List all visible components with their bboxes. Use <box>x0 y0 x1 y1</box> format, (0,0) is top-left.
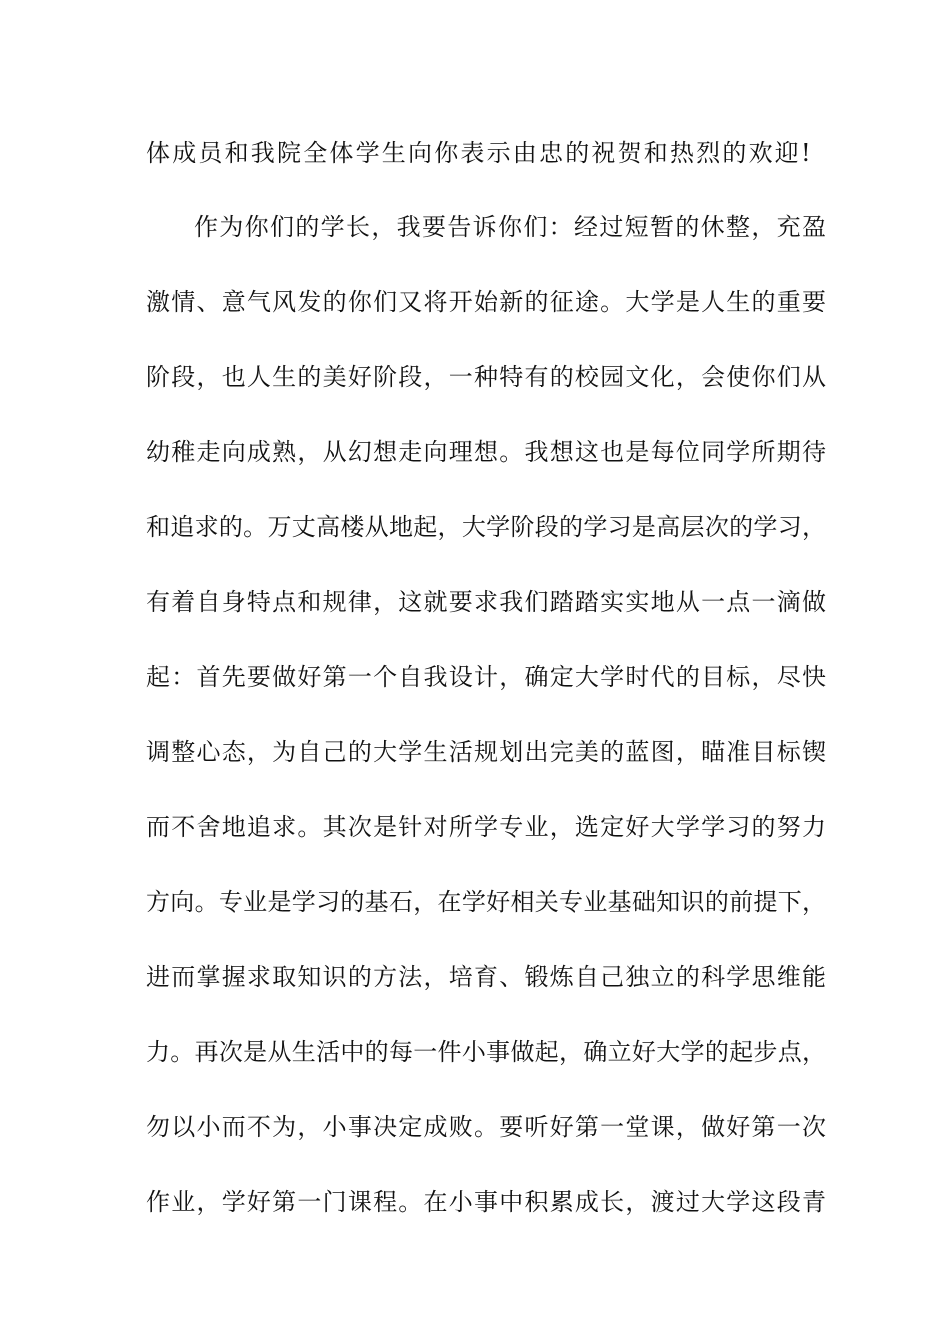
text-line: 阶段，也人生的美好阶段，一种特有的校园文化，会使你们从 <box>146 363 826 391</box>
text-line: 体成员和我院全体学生向你表示由忠的祝贺和热烈的欢迎! <box>146 139 813 167</box>
text-line: 幼稚走向成熟，从幻想走向理想。我想这也是每位同学所期待 <box>146 438 826 466</box>
text-line: 方向。专业是学习的基石，在学好相关专业基础知识的前提下， <box>146 888 826 916</box>
text-line: 调整心态，为自己的大学生活规划出完美的蓝图，瞄准目标锲 <box>146 738 826 766</box>
text-line: 和追求的。万丈高楼从地起，大学阶段的学习是高层次的学习， <box>146 513 826 541</box>
text-line: 激情、意气风发的你们又将开始新的征途。大学是人生的重要 <box>146 288 826 316</box>
text-line: 而不舍地追求。其次是针对所学专业，选定好大学学习的努力 <box>146 813 826 841</box>
text-line: 作业，学好第一门课程。在小事中积累成长，渡过大学这段青 <box>146 1188 826 1216</box>
text-line: 起：首先要做好第一个自我设计，确定大学时代的目标，尽快 <box>146 663 826 691</box>
text-line: 力。再次是从生活中的每一件小事做起，确立好大学的起步点， <box>146 1038 826 1066</box>
text-line: 进而掌握求取知识的方法，培育、锻炼自己独立的科学思维能 <box>146 963 826 991</box>
text-line: 有着自身特点和规律，这就要求我们踏踏实实地从一点一滴做 <box>146 588 826 616</box>
text-line: 勿以小而不为，小事决定成败。要听好第一堂课，做好第一次 <box>146 1113 826 1141</box>
text-line: 作为你们的学长，我要告诉你们：经过短暂的休整，充盈 <box>194 213 826 241</box>
